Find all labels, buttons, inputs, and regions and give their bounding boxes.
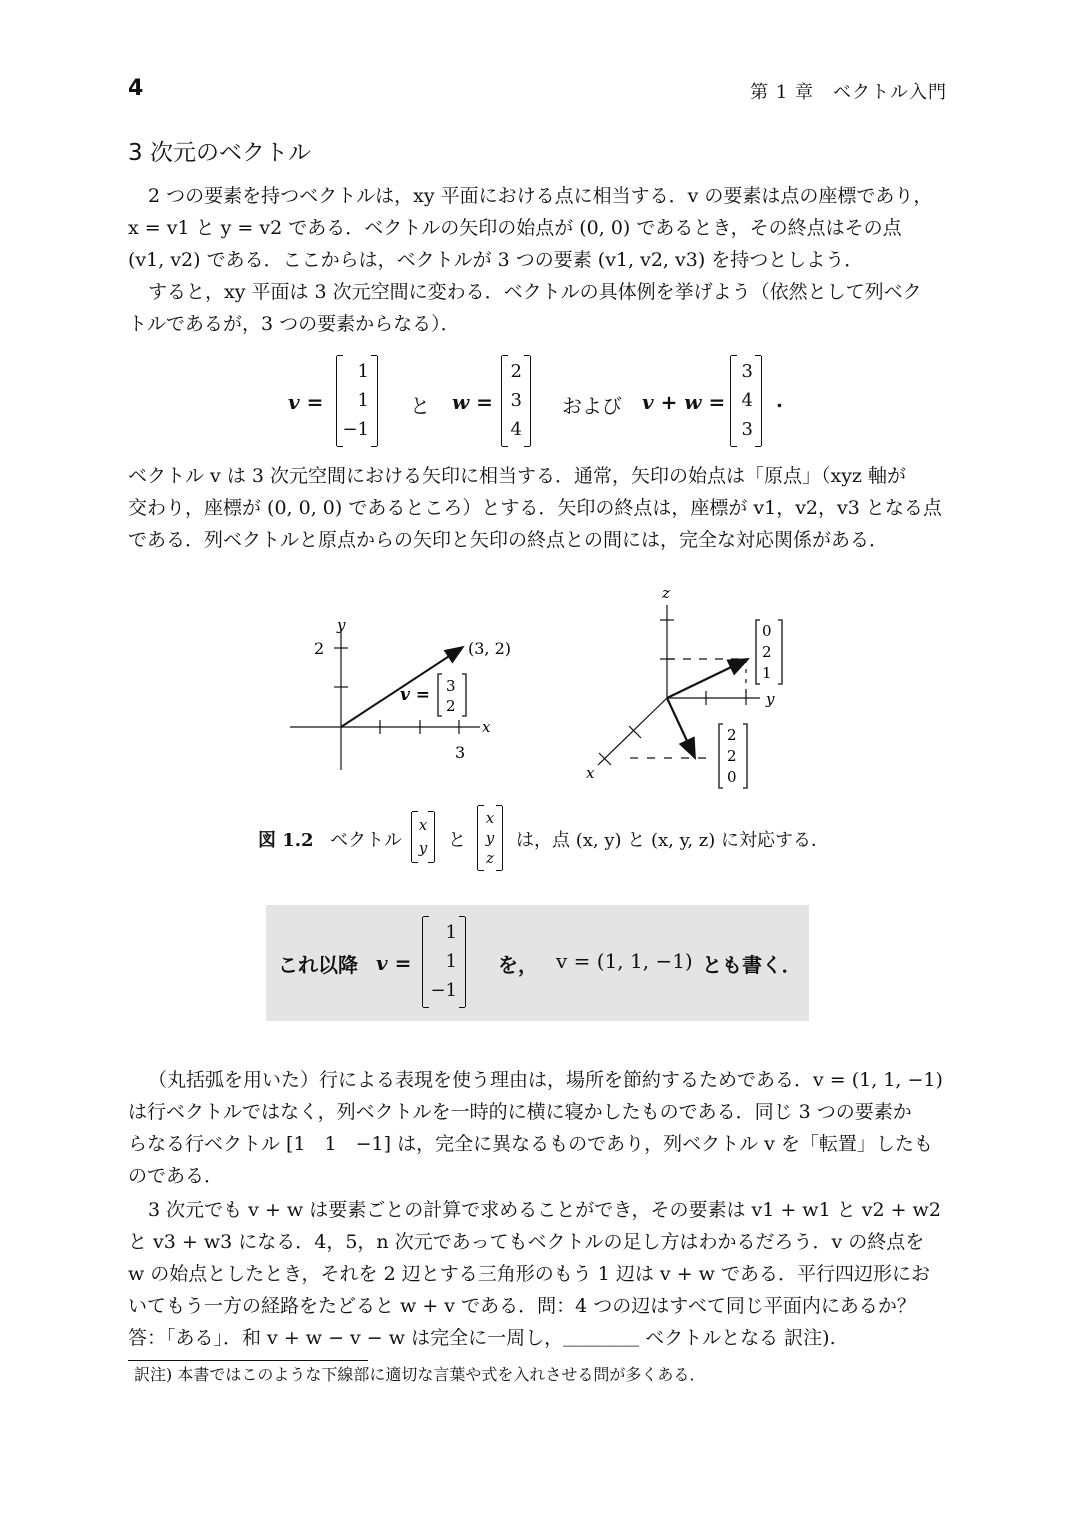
row-vector-paragraph [128,1064,948,1192]
vector-description-paragraph [128,460,948,556]
figure-2d-vector [280,610,520,780]
matrix-entry: 3 [741,361,753,383]
text-line: すると，xy 平面は 3 次元空間に変わる．ベクトルの具体例を挙げよう（依然として列ベク [148,281,922,303]
text-line: (v1, v2) である．ここからは，ベクトルが 3 つの要素 (v1, v2, v3) を持つとしよう． [128,249,864,271]
text-line: 答：「ある」．和 v + w − v − w は完全に一周し，＿＿＿＿ ベクトルとなる 訳注). [128,1327,836,1349]
matrix-entry: 3 [741,418,753,440]
period: . [776,388,783,412]
caption-text: ベクトル [330,830,402,851]
box-vector [422,917,466,1007]
vector-arrow [667,698,695,758]
text-line: は行ベクトルではなく，列ベクトルを一時的に横に寝かしたものである．同じ 3 つの要素か [128,1101,912,1123]
definition-box [266,905,809,1021]
x-axis-line [598,698,667,765]
text-line: いてもう一方の経路をたどると w + v である．問：4 つの辺はすべて同じ平面内にあるか？ [128,1295,916,1317]
matrix-entry: x [485,808,495,827]
matrix-entry: z [486,848,494,867]
figure-3d-vector [580,580,800,800]
matrix-entry: 1 [357,389,369,411]
text-line: らなる行ベクトル [1 1 −1] は，完全に異なるものであり，列ベクトル v を「転置」したも [128,1133,933,1155]
matrix-entry: 2 [762,643,772,661]
running-title: 第 1 章 ベクトル入門 [750,82,947,103]
point-label: (3, 2) [468,639,512,658]
vector-addition-paragraph [128,1194,948,1354]
box-wo: を， [498,953,538,977]
matrix-entry: 2 [510,361,522,383]
box-lead: これ以降 [278,953,358,977]
text-line: のである． [128,1165,224,1187]
x-tick-label: 3 [455,743,466,762]
text-line: （丸括弧を用いた）行による表現を使う理由は，場所を節約するためである．v = (1, 1, −1) [148,1069,943,1091]
box-v-label: v = [376,951,412,975]
text-line: トルであるが，3 つの要素からなる）． [128,313,460,335]
matrix-entry: y [418,839,428,857]
vector-v [336,356,378,446]
display-vectors [0,356,1075,448]
box-tail: とも書く． [702,953,802,977]
text-line: ベクトル v は 3 次元空間における矢印に相当する．通常，矢印の始点は「原点」（xyz 軸が [128,465,906,487]
w-label: w = [452,390,493,414]
matrix-entry: 1 [762,664,772,682]
page-number: 4 [128,76,144,101]
matrix-entry: 2 [727,747,737,765]
x-axis-label: x [586,764,595,782]
z-axis-label: z [662,584,670,602]
matrix-entry: 4 [741,389,753,411]
text-line: w の始点としたとき，それを 2 辺とする三角形のもう 1 辺は v + w である．平行四辺形にお [128,1263,930,1285]
and-word: と [410,394,430,418]
vector-arrow [667,659,748,698]
caption-vector-2d [411,812,435,862]
matrix-entry: y [485,828,495,847]
y-axis-label: y [337,616,346,634]
footnote-rule [128,1360,368,1361]
figure-number: 図 1.2 [258,830,314,851]
caption-vector-3d [477,806,503,870]
x-tick [629,726,641,738]
matrix-entry: 0 [727,768,737,786]
matrix-entry: 3 [446,677,456,695]
y-axis-label: y [766,690,775,708]
matrix-entry: 2 [727,726,737,744]
matrix-entry: −1 [342,418,369,440]
caption-and: と [448,830,466,851]
matrix-entry: 1 [357,361,369,383]
vector-label: v = [400,685,431,705]
y-tick-label: 2 [314,639,325,658]
matrix-entry: 0 [762,622,772,640]
and-also-word: および [562,394,622,418]
text-line: 2 つの要素を持つベクトルは，xy 平面における点に相当する．v の要素は点の座標であり， [148,185,933,207]
section-title: 3 次元のベクトル [128,140,311,166]
matrix-entry: 3 [510,389,522,411]
text-line: と v3 + w3 になる．4，5，n 次元であってもベクトルの足し方はわかるだろう．v の終点を [128,1231,925,1253]
text-line: 交わり，座標が (0, 0, 0) であるところ）とする．矢印の終点は，座標が v1，v2，v3 となる点 [128,497,942,519]
matrix-entry: x [418,816,428,834]
intro-paragraph [128,180,948,340]
text-line: x = v1 と y = v2 である．ベクトルの矢印の始点が (0, 0) であるとき，その終点はその点 [128,217,902,239]
box-row-form: v = (1, 1, −1) [556,949,693,973]
vector-sum [730,356,762,446]
matrix-entry: 4 [510,418,522,440]
sum-label: v + w = [642,390,726,414]
caption-text: は，点 (x, y) と (x, y, z) に対応する． [516,830,830,851]
text-line: 3 次元でも v + w は要素ごとの計算で求めることができ，その要素は v1 + w1 と v2 + w2 [148,1199,941,1221]
footnote: 訳注) 本書ではこのような下線部に適切な言葉や式を入れさせる問が多くある． [134,1365,706,1384]
v-label: v = [288,390,324,414]
vector-w [501,356,531,446]
text-line: である．列ベクトルと原点からの矢印と矢印の終点との間には，完全な対応関係がある． [128,529,889,551]
x-axis-label: x [482,718,491,736]
matrix-entry: 1 [445,950,457,972]
matrix-entry: −1 [430,979,457,1001]
matrix-entry: 2 [446,697,456,715]
matrix-entry: 1 [445,922,457,944]
